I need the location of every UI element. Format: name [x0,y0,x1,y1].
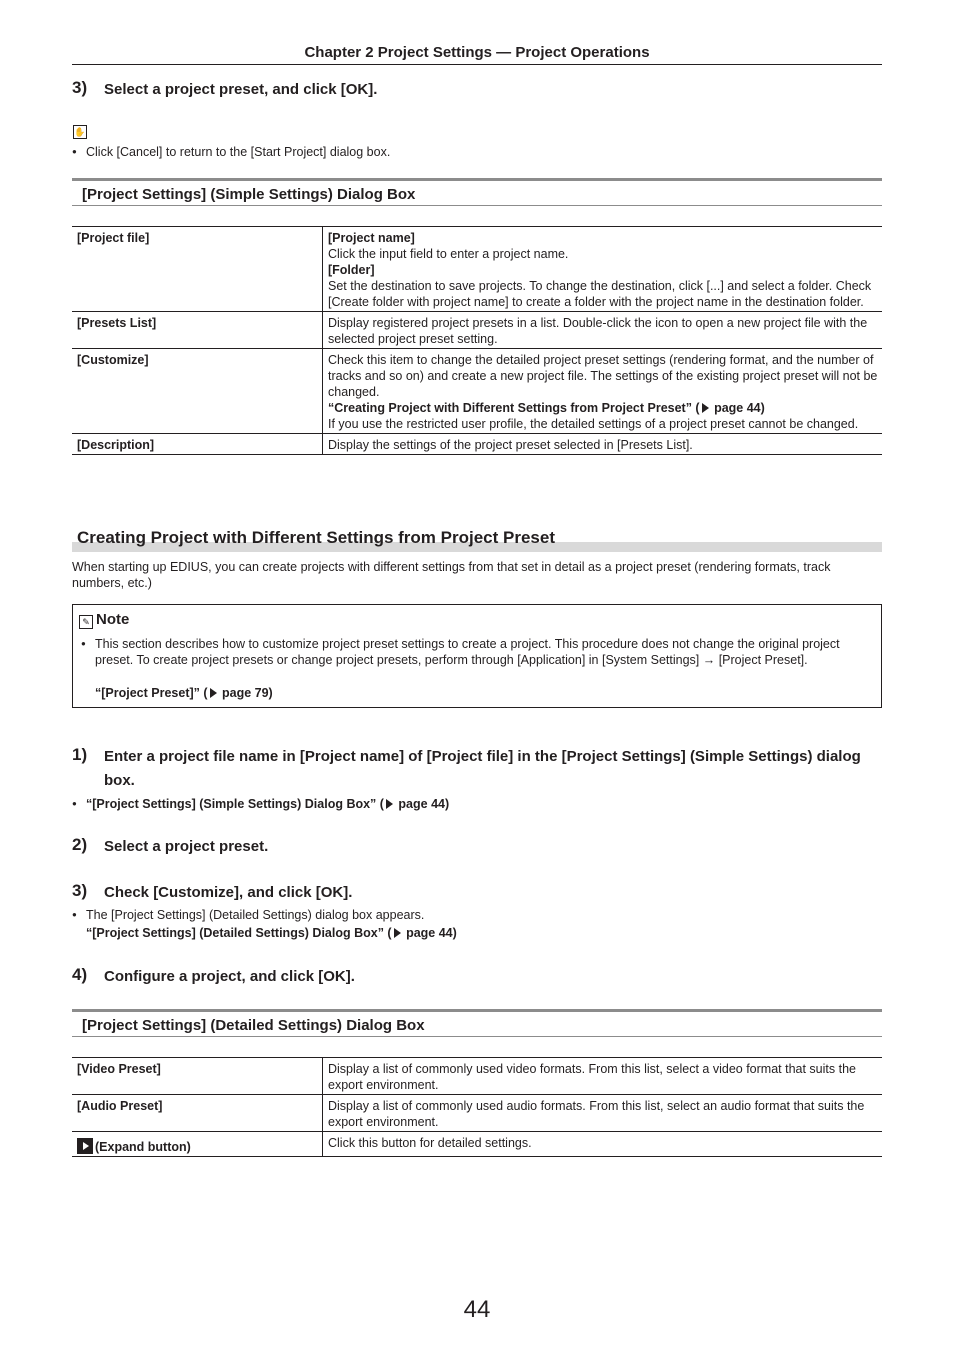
table-value: Display registered project presets in a list. Double-click the icon to open a new project file with the selected project preset setting. [323,312,883,349]
step-text: Configure a project, and click [OK]. [104,968,355,985]
step-text: Select a project preset, and click [OK]. [104,81,378,98]
table-key: [Video Preset] [72,1058,323,1095]
detailed-settings-title-bar [72,1009,882,1037]
step3-bullet: ● The [Project Settings] (Detailed Settings) dialog box appears. [72,907,880,923]
table-text: Set the destination to save projects. To change the destination, click [...] and select a folder. Check [Create folder with project name] to create a folder with the project name in the destination folder. [328,279,872,309]
table-row [72,1058,882,1095]
link-text: “[Project Settings] (Detailed Settings) Dialog Box” ( [86,926,392,940]
table-text: If you use the restricted user profile, the detailed settings of a project preset cannot be changed. [328,417,859,431]
table-text: Click the input field to enter a project name. [328,247,569,261]
link-page: page 44) [394,797,450,811]
link-page: page 44) [710,401,765,415]
link-page: page 44) [402,926,457,940]
step-text: Select a project preset. [104,838,269,855]
chapter-header: Chapter 2 Project Settings — Project Operations [304,44,650,61]
step3-reference-link[interactable] [86,926,457,940]
note-bullet: ● This section describes how to customize project preset settings to create a project. This procedure does not change the original project preset. To create project presets or change project presets, perform through [Application] in [System Settings] → [Project Preset]. [81,636,876,668]
table-key: [Project file] [72,227,323,312]
hand-icon: ✋ [74,127,86,137]
table-subheading: [Project name] [328,231,415,245]
section-title: Creating Project with Different Settings from Project Preset [77,528,555,547]
detailed-settings-table [72,1057,882,1157]
table-key: [Presets List] [72,312,323,349]
note-reference-link[interactable] [95,686,273,700]
table-row [72,1095,882,1132]
table-key: [Audio Preset] [72,1095,323,1132]
table-value: Click this button for detailed settings. [323,1132,883,1157]
table-key: [Description] [72,434,323,455]
arrow-right-icon [210,688,217,698]
table-value [323,349,883,434]
cross-reference-link[interactable] [328,400,878,416]
table-value: Display the settings of the project preset selected in [Presets List]. [323,434,883,455]
simple-settings-table [72,226,882,455]
link-text: “[Project Settings] (Simple Settings) Dialog Box” ( [86,797,384,811]
step-number: 4) [72,965,88,984]
page-number: 44 [463,1296,491,1323]
detailed-settings-title: [Project Settings] (Detailed Settings) Dialog Box [82,1017,425,1034]
link-page: page 79) [218,686,273,700]
table-key: [Customize] [72,349,323,434]
table-subheading: [Folder] [328,263,375,277]
step-number: 1) [72,745,88,764]
step-text: Check [Customize], and click [OK]. [104,884,353,901]
table-row [72,227,882,312]
note-heading [79,611,129,629]
header-rule [72,64,882,65]
expand-button-label: (Expand button) [95,1140,191,1154]
table-text: Check this item to change the detailed project preset settings (rendering format, and the number of tracks and so on) and create a new project file. The settings of the existing project preset will not be changed. [328,353,878,399]
step-number: 2) [72,835,88,854]
note-box [72,604,882,708]
section-intro: When starting up EDIUS, you can create projects with different settings from that set in detail as a project preset (rendering formats, track numbers, etc.) [72,560,831,590]
table-row [72,1132,882,1157]
arrow-right-icon [386,799,393,809]
note-icon: ✎ [79,615,93,629]
simple-settings-title: [Project Settings] (Simple Settings) Dialog Box [82,186,416,203]
tip-bullet: ● Click [Cancel] to return to the [Start Project] dialog box. [72,144,880,160]
note-label: Note [96,611,130,628]
table-key [72,1132,323,1157]
expand-button-icon [77,1138,93,1154]
table-value: Display a list of commonly used video formats. From this list, select a video format that suits the export environment. [323,1058,883,1095]
table-value: Display a list of commonly used audio formats. From this list, select an audio format that suits the export environment. [323,1095,883,1132]
arrow-right-icon [702,403,709,413]
table-row [72,434,882,455]
simple-settings-title-bar [72,178,882,206]
table-value [323,227,883,312]
link-text: “[Project Preset]” ( [95,686,208,700]
arrow-right-icon [394,928,401,938]
table-row [72,312,882,349]
step-number: 3) [72,78,88,97]
table-row [72,349,882,434]
step-number: 3) [72,881,88,900]
link-text: “Creating Project with Different Settings from Project Preset” ( [328,401,700,415]
step-text: Enter a project file name in [Project name] of [Project file] in the [Project Settings] (Simple Settings) dialog box. [104,748,861,789]
step1-reference-link[interactable] [72,796,880,812]
